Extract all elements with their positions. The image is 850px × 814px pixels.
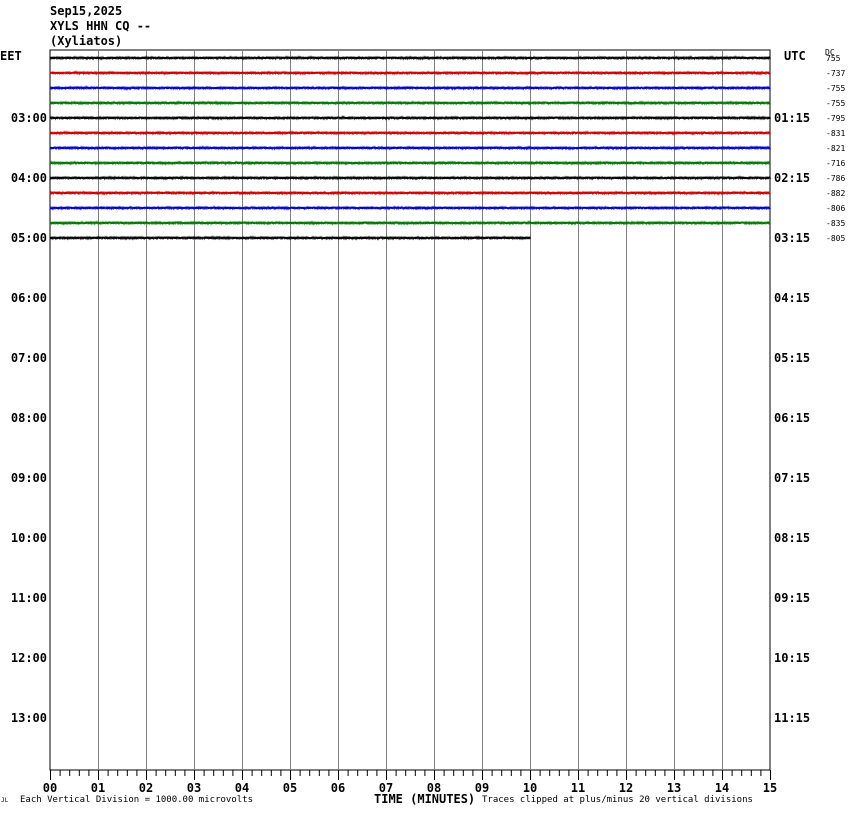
left-hour-label: 08:00 — [10, 411, 47, 425]
left-hour-label: 13:00 — [10, 711, 47, 725]
dc-label: DC — [825, 48, 835, 57]
x-tick-label: 09 — [474, 781, 490, 795]
dc-offset-label: -806 — [826, 204, 846, 213]
footer-mark: JL — [1, 797, 9, 804]
left-hour-label: 03:00 — [10, 111, 47, 125]
trace-line — [50, 207, 771, 210]
right-hour-label: 05:15 — [774, 351, 811, 365]
right-timezone-label: UTC — [784, 49, 806, 63]
left-hour-label: 11:00 — [10, 591, 47, 605]
left-hour-label: 05:00 — [10, 231, 47, 245]
dc-offset-label: -831 — [826, 129, 846, 138]
trace-line — [50, 117, 771, 120]
x-tick-label: 13 — [666, 781, 682, 795]
right-hour-label: 09:15 — [774, 591, 811, 605]
location-label: (Xyliatos) — [50, 34, 123, 48]
right-hour-label: 10:15 — [774, 651, 811, 665]
x-tick-label: 06 — [330, 781, 346, 795]
dc-offset-label: -795 — [826, 114, 846, 123]
dc-offset-label: -755 — [826, 99, 846, 108]
left-hour-label: 12:00 — [10, 651, 47, 665]
x-tick-label: 11 — [570, 781, 586, 795]
right-hour-label: 02:15 — [774, 171, 811, 185]
dc-offset-label: -786 — [826, 174, 846, 183]
right-hour-label: 04:15 — [774, 291, 811, 305]
trace-line — [50, 147, 771, 150]
right-hour-label: 11:15 — [774, 711, 811, 725]
right-hour-label: 03:15 — [774, 231, 811, 245]
x-tick-label: 01 — [90, 781, 106, 795]
right-hour-label: 08:15 — [774, 531, 811, 545]
clip-note: Traces clipped at plus/minus 20 vertical divisions — [482, 795, 753, 805]
plot-frame — [50, 50, 770, 770]
right-hour-label: 07:15 — [774, 471, 811, 485]
x-tick-label: 05 — [282, 781, 298, 795]
scale-note: Each Vertical Division = 1000.00 microvolts — [20, 795, 253, 805]
dc-offset-label: -805 — [826, 234, 846, 243]
left-hour-label: 04:00 — [10, 171, 47, 185]
trace-line — [50, 132, 771, 135]
x-tick-label: 08 — [426, 781, 442, 795]
trace-line — [50, 222, 771, 225]
x-tick-label: 03 — [186, 781, 202, 795]
dc-offset-label: -882 — [826, 189, 846, 198]
right-hour-label: 06:15 — [774, 411, 811, 425]
trace-line — [50, 177, 771, 180]
dc-offset-label: -821 — [826, 144, 846, 153]
dc-offset-label: -755 — [826, 84, 846, 93]
trace-line — [50, 237, 531, 240]
x-tick-label: 15 — [762, 781, 778, 795]
x-tick-label: 00 — [42, 781, 58, 795]
right-hour-label: 01:15 — [774, 111, 811, 125]
date-label: Sep15,2025 — [50, 4, 123, 18]
trace-line — [50, 192, 771, 195]
x-axis-title: TIME (MINUTES) — [374, 792, 476, 806]
dc-offset-label: -835 — [826, 219, 846, 228]
x-tick-label: 14 — [714, 781, 730, 795]
left-hour-label: 07:00 — [10, 351, 47, 365]
left-timezone-label: EET — [0, 49, 22, 63]
trace-line — [50, 102, 771, 105]
left-hour-label: 10:00 — [10, 531, 47, 545]
x-tick-label: 02 — [138, 781, 154, 795]
x-tick-label: 12 — [618, 781, 634, 795]
dc-offset-label: -737 — [826, 69, 846, 78]
trace-line — [50, 87, 771, 90]
x-tick-label: 07 — [378, 781, 394, 795]
left-hour-label: 06:00 — [10, 291, 47, 305]
dc-offset-label: -716 — [826, 159, 846, 168]
trace-line — [50, 57, 771, 60]
station-label: XYLS HHN CQ -- — [50, 19, 152, 33]
x-tick-label: 10 — [522, 781, 538, 795]
x-tick-label: 04 — [234, 781, 250, 795]
trace-line — [50, 72, 771, 75]
trace-line — [50, 162, 771, 165]
left-hour-label: 09:00 — [10, 471, 47, 485]
dc-offset-label: 755 — [826, 54, 841, 63]
